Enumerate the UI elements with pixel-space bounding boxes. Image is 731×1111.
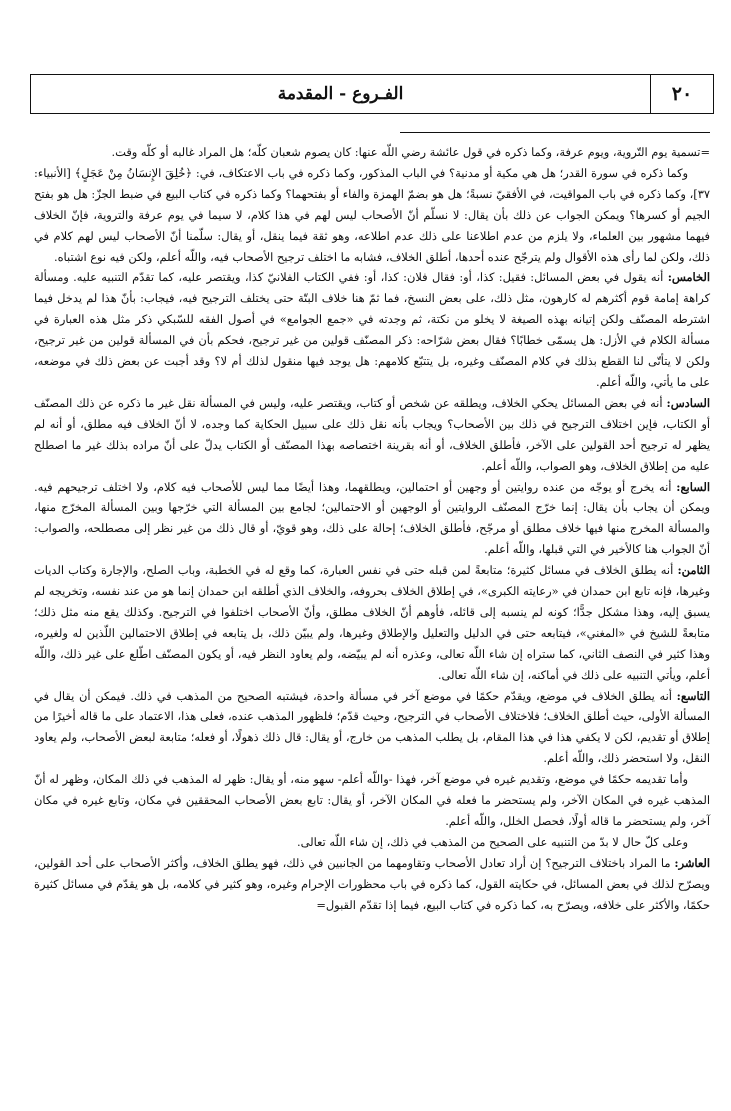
paragraph-text: أنه يخرج أو يوجّه من عنده روايتين أو وجهين أو احتمالين، ويطلقهما، وهذا أيضًا مما ليس للأصحاب فيه كلام، ولا اختلف ترجيحهم فيه. ويمكن أن يجاب بأن يقال: إنما خرّج المصنّف الروايتين أو الوجهين أو الاحتمالين؛ لجامع بين المسألة التي خرّجها وبين المسألة المخرّج منها، والمسألة المخرج منها فيها خلاف مطلق أو مرجّح، فأطلق الخلاف؛ إحالة على ذلك، وهو قويّ، أو قال ذلك من غير نظر إلى مصطلحه، والصواب: أنّ الجواب هنا كالأخير في التي قبلها، واللّه أعلم. xyxy=(34,479,710,557)
page-number: ٢٠ xyxy=(650,75,713,113)
paragraph-text: أنه في بعض المسائل يحكي الخلاف، ويطلقه عن شخص أو كتاب، ويقتصر عليه، وليس في المسألة نقل غير ما ذكره عن ذلك المصنّف أو الكتاب، فإين اختلاف الترجيح في ذلك بين الأصحاب؟ ويجاب بأنه نقل ذلك على سبيل الحكاية كما وجده، لا أنّ الخلاف فيه مطلق، أو أنه لم يظهر له ترجيح أحد القولين على الآخر، فأطلق الخلاف، أو أنه بقرينة اختصاصه بهذا المصنّف أو الكتاب يدلّ على أنّ مراده بذلك غير ما اصطلح عليه من إطلاق الخلاف، وهو الصواب، واللّه أعلم. xyxy=(34,395,711,473)
paragraph-text: ما المراد باختلاف الترجيح؟ إن أراد تعادل الأصحاب وتقاومهما من الجانبين في ذلك، فهو يطلق الخلاف، وأكثر الأصحاب على أحد القولين، ويصرّح لذلك في بعض المسائل، في حكايته القول، كما ذكره في باب محظورات الإحرام وغيره، وهو كثير في كلامه، بل هو يقدّم في مسائل كثيرة حكمًا، والأكثر على خلافه، ويصرّح به، كما ذكره في كتاب البيع، فيما إذا تقدّم القبول= xyxy=(34,855,710,912)
paragraph-lead: التاسع: xyxy=(676,688,710,703)
paragraph-text: =تسمية يوم التّروية، ويوم عرفة، وكما ذكره في قول عائشة رضي اللّه عنها: كان يصوم شعبان كلّه؛ هل المراد غالبه أو كلّه وقت. xyxy=(111,145,710,159)
paragraph-text: وعلى كلّ حال لا بدّ من التنبيه على الصحيح من المذهب في ذلك، إن شاء اللّه تعالى. xyxy=(296,834,688,849)
paragraph-text: أنه يقول في بعض المسائل: فقيل: كذا، أو: فقال فلان: كذا، أو: ففي الكتاب الفلانيّ كذا، ويقتصر عليه، كما تقدّم التنبيه عليه. ومسألة كراهة إمامة قوم أكثرهم له كارهون، مثل ذلك، على بعض النسخ، فما ثمّ هنا خلاف البتّة حتى يختلف الترجيح فيه، فيجاب: بأنّ هذا لم يدخل فيما اشترطه المصنّف ولكن إتيانه بهذه الصيغة لا يخلو من نكتة، ثم وجدته في «جمع الجوامع» في أصول الفقه للسّبكي ذكر مثل هذه العبارة في مسألة الكلام في الأزل: هل يسمّى خطابًا؟ فقال بعض شرّاحه: ذكر المصنّف قولين من غير ترجيح، فحكم بأن في المسألة قولين من غير ترجيح، ولكن لا يتأتّى لنا القطع بذلك في كلام المصنّف وغيره، بل يتتبّع كلامهم: هل يوجد فيها منقول لذلك أم لا؟ وقد أجبت عن بعض ذلك في موضعه، على ما يأتي، واللّه أعلم. xyxy=(34,270,710,389)
paragraph-text: أنه يطلق الخلاف في مسائل كثيرة؛ متابعةً لمن قبله حتى في نفس العبارة، كما وقع له في الخطبة، وباب الصلح، والإجارة وكتاب الديات وغيرها، فإنه تابع ابن حمدان في «رعايته الكبرى»، في إطلاق الخلاف بحروفه، والخلاف الذي أطلقه ابن حمدان إنما هو من عند نفسه، وتخريجه لم يسبق إليه، وهذا مشكل جدًّا؛ كونه لم ينسبه إلى قائله، فأوهم أنّ الخلاف مطلق، وأنّ الأصحاب اختلفوا في الترجيح. وكذلك يقع منه مثل ذلك؛ متابعةً للشيخ في «المغني»، فيتابعه حتى في الدليل والتعليل والإطلاق وغيرها، ولم يبيّن ذلك، بل يتابعه في إطلاق الاحتمالين اللّذين له ولغيره، وهذا كثير في النصف الثاني، كما ستراه إن شاء اللّه تعالى، وعذره أنه لم يبيّضه، ولم يعاود النظر فيه، أو يكون المصنّف اطّلع على غير ذلك، واللّه أعلم، ويأتي التنبيه على ذلك في أماكنه، إن شاء اللّه تعالى. xyxy=(34,563,710,682)
paragraph xyxy=(34,477,710,561)
paragraph xyxy=(34,853,710,916)
paragraph xyxy=(34,393,710,477)
paragraph-text: وكما ذكره في سورة القدر؛ هل هي مكية أو مدنية؟ في الباب المذكور، وكما ذكره في باب الاعتكاف، في: ﴿خُلِقَ الإِنسَانُ مِنْ عَجَلٍ﴾ [الأنبياء: ٣٧]، وكما ذكره في باب المواقيت، في الأفقيّ نسبةً؛ هل هو بضمّ الهمزة والفاء أو بفتحهما؟ وكما ذكره في كتاب البيع في ضبط الجزّ: هل هو بفتح الجيم أو كسرها؟ ويمكن الجواب عن ذلك بأن يقال: لا نسلّم أنّ الأصحاب ليس لهم في هذا كلام، لا سيما في يوم عرفة والتروية، فإنّ الخلاف فيهما مشهور بين العلماء، ولا يلزم من عدم اطلاعنا على ذلك عدم اطلاعه، وهو ثقة فيما ينقل، أو يقال: سلّمنا أنّ الأصحاب ليس لهم كلام في ذلك، ولكن لما رأى هذه الأقوال ولم يترجّح عنده أحدها، أطلق الخلاف، فشابه ما اختلف ترجيح الأصحاب فيه، واللّه أعلم، ولكن فيه نوع اشتباه. xyxy=(34,165,710,264)
paragraph xyxy=(34,769,710,832)
paragraph-lead: السادس: xyxy=(666,395,710,410)
paragraph xyxy=(34,163,710,268)
paragraph-lead: العاشر: xyxy=(674,855,710,870)
running-header xyxy=(30,74,714,114)
paragraph xyxy=(34,142,710,163)
paragraph-text: أنه يطلق الخلاف في موضع، ويقدّم حكمًا في موضع آخر في مسألة واحدة، فيشتبه الصحيح من المذهب في ذلك. فيمكن أن يقال في المسألة الأولى، حيث أطلق الخلاف؛ فلاختلاف الأصحاب في الترجيح، وحيث قدّم؛ فلظهور المذهب عنده، فعلى هذا، الاعتماد على ما قاله أخيرًا من إطلاق أو تقديم، لكن لا يكفي هذا في هذا المقام، بل يطلب المذهب من خارج، أو يقال: قال ذلك ذهولًا، أو فعله؛ متابعة لبعض الأصحاب، ولم يعاود النقل، ولا استحضر ذلك، واللّه أعلم. xyxy=(34,688,710,766)
footnote-separator xyxy=(400,132,710,133)
paragraph xyxy=(34,267,710,392)
paragraph xyxy=(34,686,710,770)
footnote-body xyxy=(34,142,710,916)
paragraph xyxy=(34,832,710,853)
paragraph-lead: السابع: xyxy=(676,479,710,494)
running-title: الفـروع - المقدمة xyxy=(277,84,404,104)
paragraph-lead: الخامس: xyxy=(667,270,710,285)
paragraph-text: وأما تقديمه حكمًا في موضع، وتقديم غيره في موضع آخر، فهذا -واللّه أعلم- سهو منه، أو يقال: ظهر له المذهب في ذلك المكان، وظهر له أنّ المذهب غيره في المكان الآخر، ولم يستحضر ما فعله في المكان الآخر، أو يقال: تابع بعض الأصحاب المحققين في مكان، وتابع غيره في مكان آخر، ولم يستحضر ما قاله أولًا، فحصل الخلل، واللّه أعلم. xyxy=(34,772,710,828)
paragraph xyxy=(34,560,710,685)
paragraph-lead: الثامن: xyxy=(677,563,710,578)
